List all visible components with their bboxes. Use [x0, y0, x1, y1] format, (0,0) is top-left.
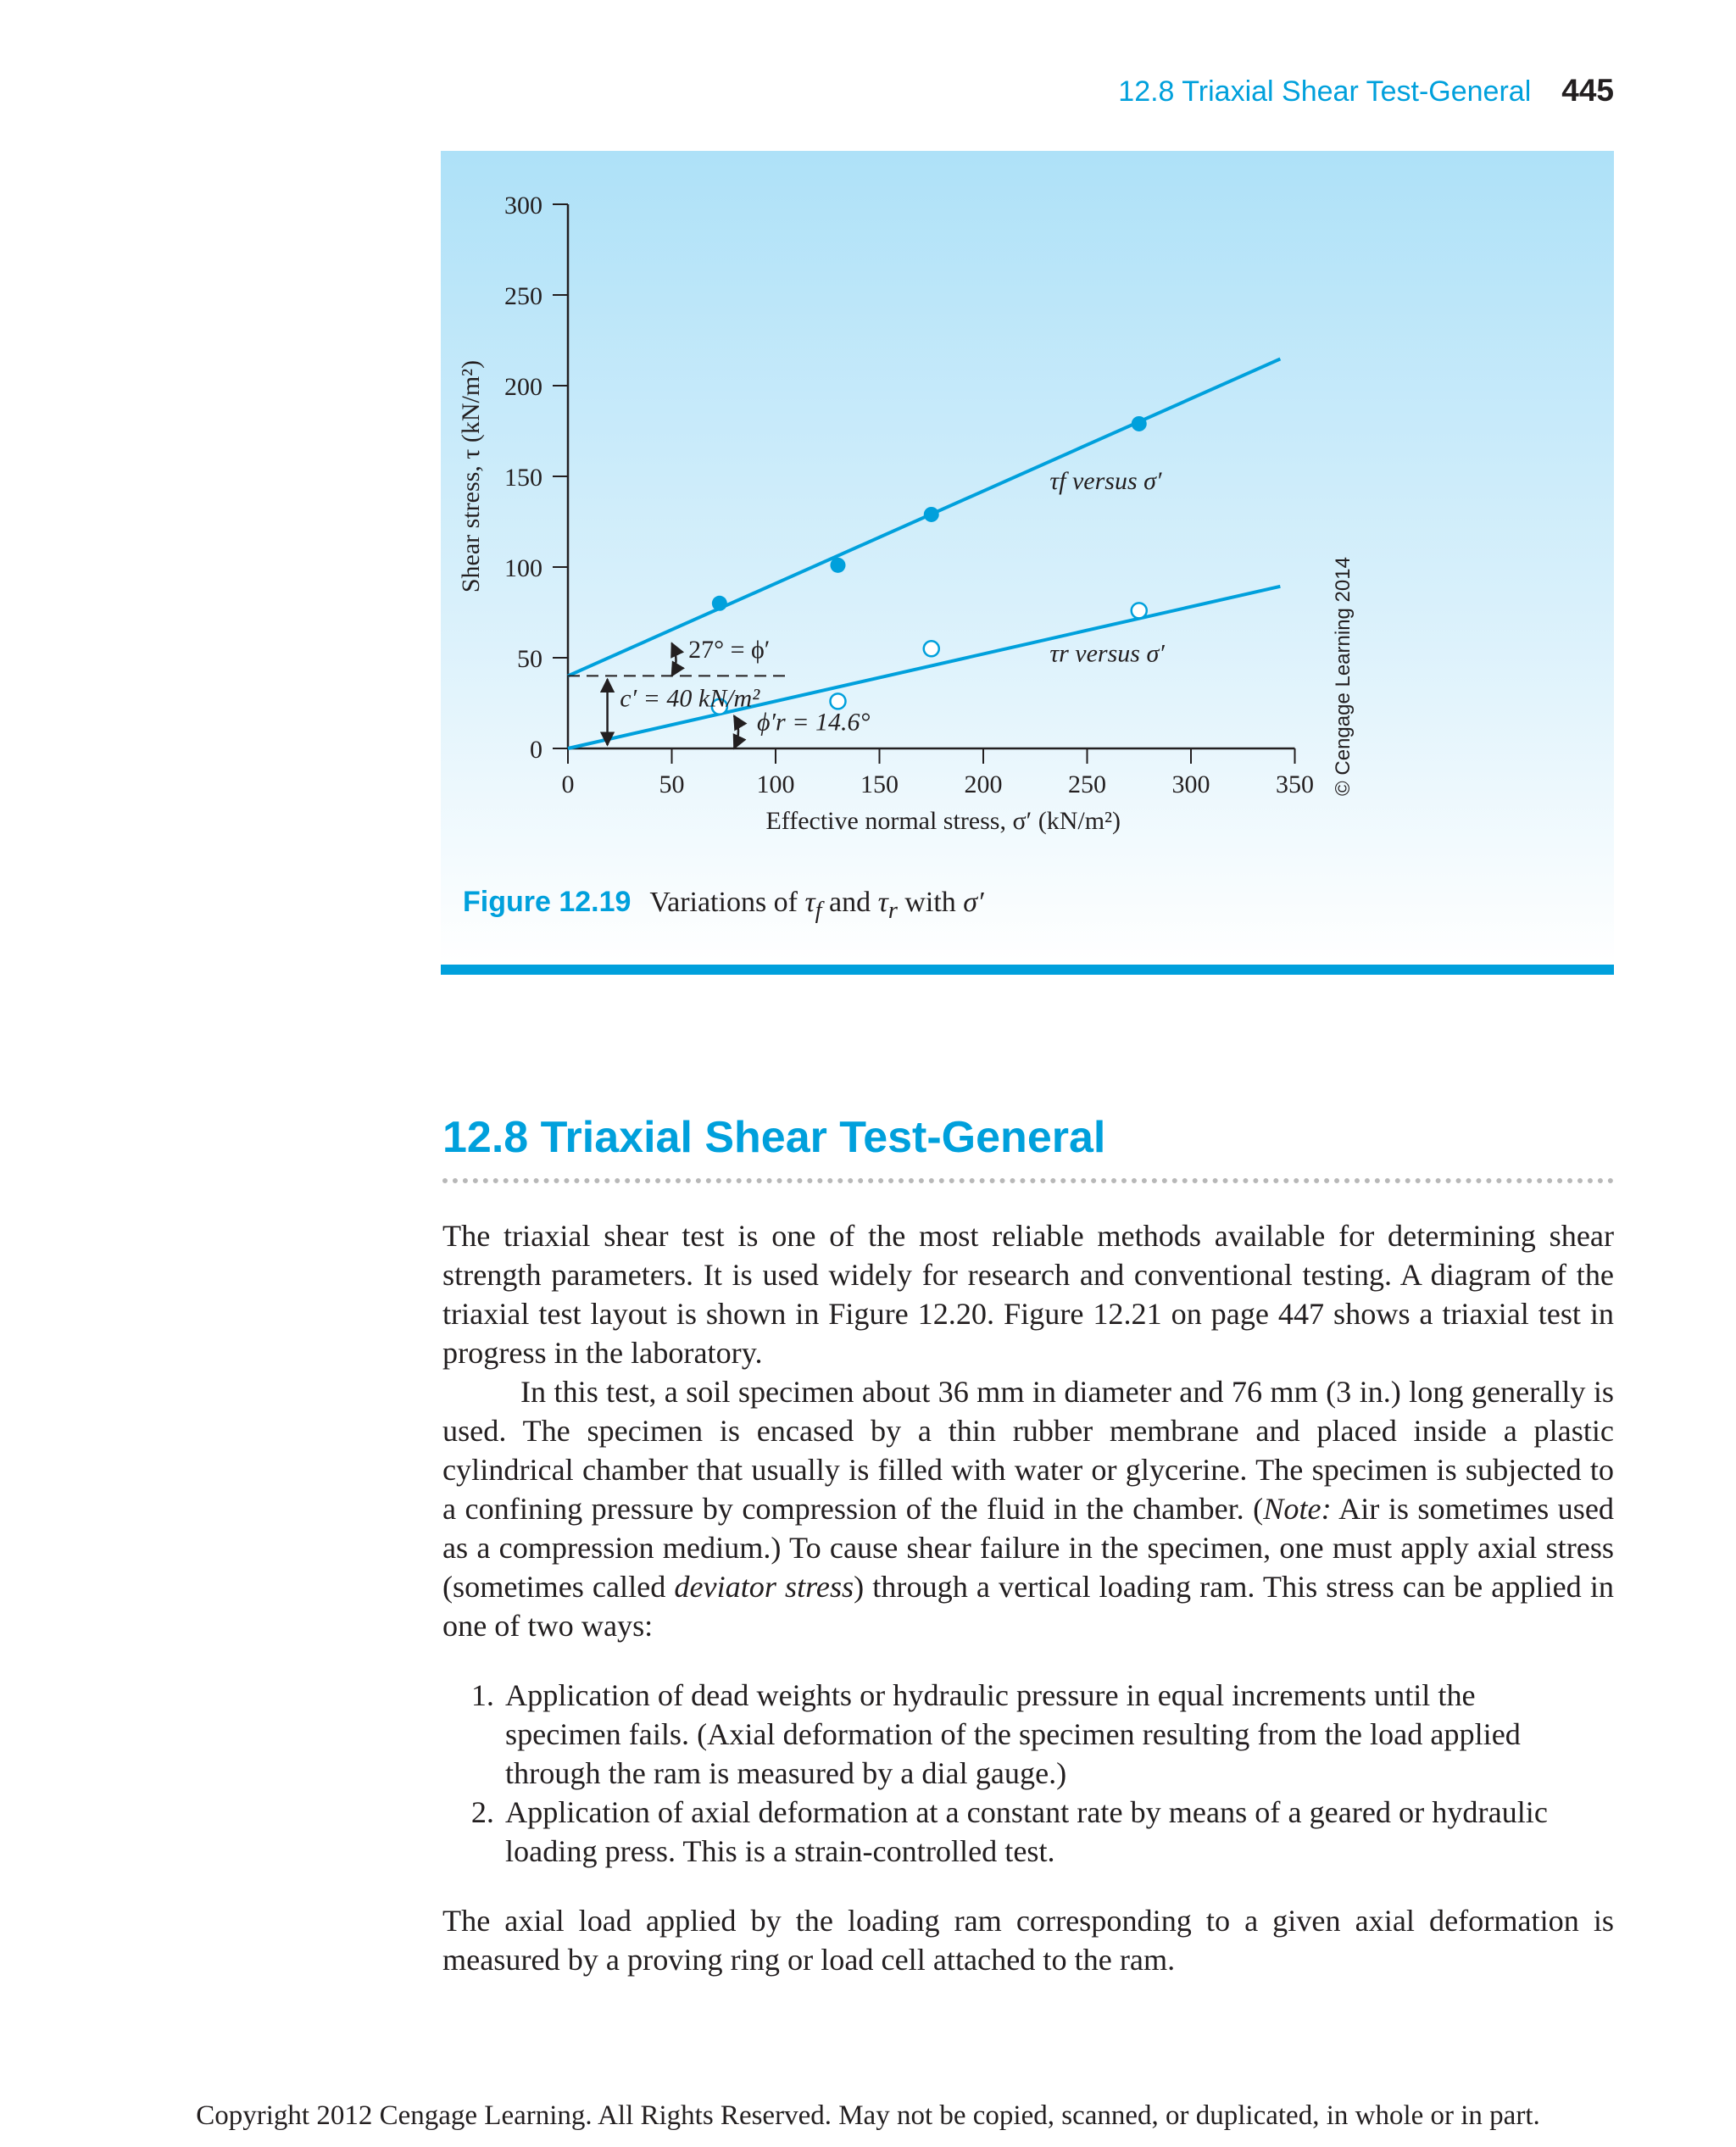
heading-dotted-rule [442, 1178, 1614, 1183]
x-tick-label: 50 [659, 770, 685, 798]
shear-stress-chart [441, 151, 1614, 965]
figure-caption-label: Figure 12.19 [463, 886, 632, 918]
paragraph-3: The axial load applied by the loading ram corresponding to a given axial deformation is measured by a proving ring or load cell attached to the ram. [442, 1904, 1614, 1977]
cohesion-label: c′ = 40 kN/m² [620, 684, 760, 713]
tau-f-series-label: τf versus σ′ [1049, 466, 1162, 495]
list-item: 2. Application of axial deformation at a constant rate by means of a geared or hydraulic loading press. This is a strain-controlled test. [502, 1793, 1561, 1871]
y-axis-title: Shear stress, τ (kN/m²) [457, 359, 485, 593]
figure-bottom-rule [441, 965, 1614, 975]
x-tick-label: 150 [860, 770, 899, 798]
y-tick-label: 150 [504, 464, 542, 492]
y-tick-label: 100 [504, 554, 542, 582]
phi-peak-label: 27° = ϕ′ [688, 636, 771, 664]
deviator-stress-term: deviator stress [674, 1570, 854, 1604]
y-tick-label: 200 [504, 373, 542, 401]
caption-with: with [904, 887, 956, 918]
y-tick-label: 50 [517, 645, 542, 673]
paragraph-1: The triaxial shear test is one of the most reliable methods available for determining shear strength parameters. It is used widely for research and conventional testing. A diagram of the triaxial test layout is shown in Figure 12.20. Figure 12.21 on page 447 shows a triaxial test in progress in the laboratory. [442, 1219, 1614, 1370]
x-tick-label: 200 [964, 770, 1003, 798]
copyright-credit: © Cengage Learning 2014 [1332, 557, 1355, 796]
loading-methods-list [442, 1676, 1561, 1871]
list-item: 1. Application of dead weights or hydraulic pressure in equal increments until the specimen fails. (Axial deformation of the specimen resulting from the load applied through the ram is measured by a dial gauge.) [502, 1676, 1561, 1793]
caption-and: and [829, 887, 871, 918]
paragraph-2-part-a: In this test, a soil specimen about 36 mm in diameter and 76 mm (3 in.) long generally is used. The specimen is encased by a thin rubber membrane and placed inside a plastic cylindrical chamber that usually is filled with water or glycerine. The specimen is subjected to a confining pressure by compression of the fluid in the chamber. ( [442, 1375, 1614, 1526]
tau-r-series-label: τr versus σ′ [1049, 639, 1165, 668]
x-axis-title: Effective normal stress, σ′ (kN/m²) [765, 807, 1121, 835]
copyright-notice: Copyright 2012 Cengage Learning. All Rights Reserved. May not be copied, scanned, or duplicated, in whole or in part. [196, 2100, 1540, 2131]
phi-residual-label: ϕ′r = 14.6° [756, 708, 871, 737]
y-tick-label: 300 [504, 192, 542, 220]
phi-residual-angle-arrow [734, 715, 738, 748]
note-label: Note: [1263, 1492, 1332, 1526]
section-heading: 12.8 Triaxial Shear Test-General [442, 1113, 1106, 1162]
paragraph-2-part-c: ) through a vertical loading ram. This stress can be applied in one of two ways: [442, 1570, 1614, 1643]
caption-sub-f: f [815, 897, 822, 924]
y-tick-label: 250 [504, 282, 542, 310]
peak-data-point [924, 507, 939, 522]
peak-data-point [831, 558, 846, 573]
peak-envelope-line [568, 359, 1280, 676]
x-tick-label: 0 [561, 770, 575, 798]
caption-sigma: σ′ [963, 887, 984, 918]
caption-prefix: Variations of [649, 887, 798, 918]
y-tick-label: 0 [530, 736, 542, 764]
x-tick-label: 350 [1276, 770, 1314, 798]
residual-data-point [831, 693, 846, 709]
x-tick-label: 100 [756, 770, 795, 798]
running-head-section: 12.8 Triaxial Shear Test-General [1118, 75, 1532, 108]
caption-tau-f: τ [804, 887, 815, 918]
paragraph-2-part-b: Air is sometimes used as a compression medium.) To cause shear failure in the specimen, one must apply axial stress (sometimes called [442, 1492, 1614, 1604]
caption-tau-r: τ [877, 887, 888, 918]
x-tick-label: 300 [1171, 770, 1210, 798]
body-text [442, 1216, 1614, 1979]
caption-sub-r: r [887, 897, 898, 924]
paragraph-2 [442, 1372, 1614, 1645]
running-head [1118, 73, 1614, 108]
page-number: 445 [1561, 73, 1614, 108]
peak-data-point [712, 596, 727, 611]
residual-data-point [1132, 603, 1147, 618]
phi-peak-angle-arrow [672, 643, 676, 676]
figure-caption [463, 886, 984, 925]
residual-data-point [924, 641, 939, 656]
figure-12-19 [441, 151, 1614, 965]
peak-data-point [1132, 416, 1147, 431]
x-tick-label: 250 [1068, 770, 1106, 798]
